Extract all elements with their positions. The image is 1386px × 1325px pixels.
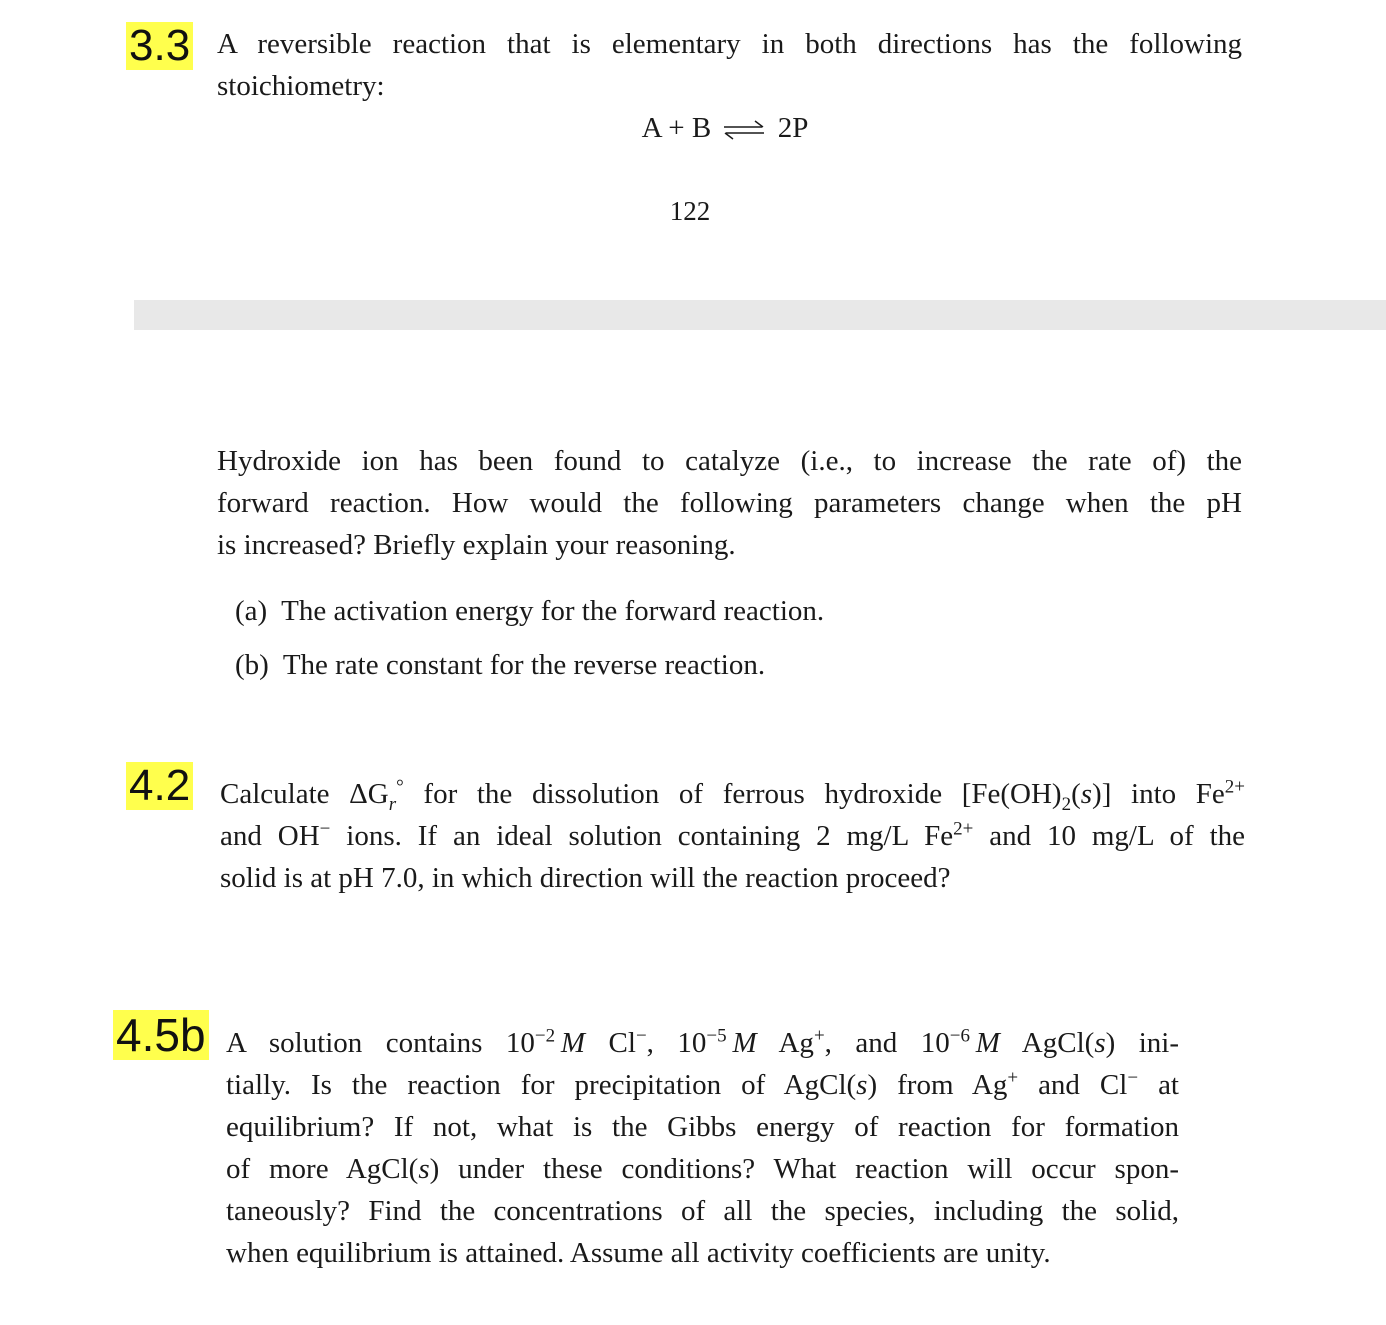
text-line: of more AgCl(s) under these conditions? What reaction will occur spon- xyxy=(226,1153,1179,1185)
item-text: The activation energy for the forward reaction. xyxy=(281,595,825,627)
problem-label: 4.5b xyxy=(113,1010,209,1060)
problem-label: 4.2 xyxy=(126,762,193,810)
text-line: tially. Is the reaction for precipitation of AgCl(s) from Ag+ and Cl− at xyxy=(226,1067,1179,1101)
text-line: A solution contains $10^{-2}$ M Cl−, $10^{-5}$ M Ag+, and $10^{-6}$ M AgCl(s) ini- xyxy=(226,1025,1180,1059)
problem-label: 3.3 xyxy=(126,22,193,70)
text-line: stoichiometry: xyxy=(217,70,385,102)
text-line: solid is at pH 7.0, in which direction will the reaction proceed? xyxy=(220,862,951,894)
text-line: and OH− ions. If an ideal solution containing 2 mg/L $Fe^{2+}$ and 10 mg/L of the xyxy=(220,818,1245,852)
equation-left: A + B xyxy=(641,112,712,144)
text-line: when equilibrium is attained. Assume all activity coefficients are unity. xyxy=(226,1237,1051,1269)
problem-text xyxy=(226,1022,1179,1274)
text-line: taneously? Find the concentrations of all the species, including the solid, xyxy=(226,1195,1179,1227)
list-item xyxy=(235,590,1135,632)
equilibrium-arrow-icon xyxy=(722,120,766,140)
problem-body xyxy=(217,440,1242,566)
problem-intro xyxy=(217,23,1242,107)
list-item xyxy=(235,644,1135,686)
reaction-equation xyxy=(560,112,890,145)
text-line: equilibrium? If not, what is the Gibbs energy of reaction for formation xyxy=(226,1111,1179,1143)
item-marker: (a) xyxy=(235,595,268,627)
text-line: Hydroxide ion has been found to catalyze (i.e., to increase the rate of) the xyxy=(217,445,1242,477)
page-number: 122 xyxy=(669,196,711,226)
equation-right: 2P xyxy=(777,112,809,144)
text-line: Calculate $\Delta G_r^\circ$ for the dissolution of ferrous hydroxide $[Fe(OH)_2(s)]$ into $Fe^{2+}$ xyxy=(220,776,1245,815)
page-divider xyxy=(134,300,1386,330)
text-line: forward reaction. How would the following parameters change when the pH xyxy=(217,487,1242,519)
item-text: The rate constant for the reverse reaction. xyxy=(282,649,766,681)
item-marker: (b) xyxy=(235,649,269,681)
problem-text xyxy=(220,773,1245,899)
text-line: is increased? Briefly explain your reasoning. xyxy=(217,529,736,561)
text-line: A reversible reaction that is elementary in both directions has the following xyxy=(217,28,1242,60)
